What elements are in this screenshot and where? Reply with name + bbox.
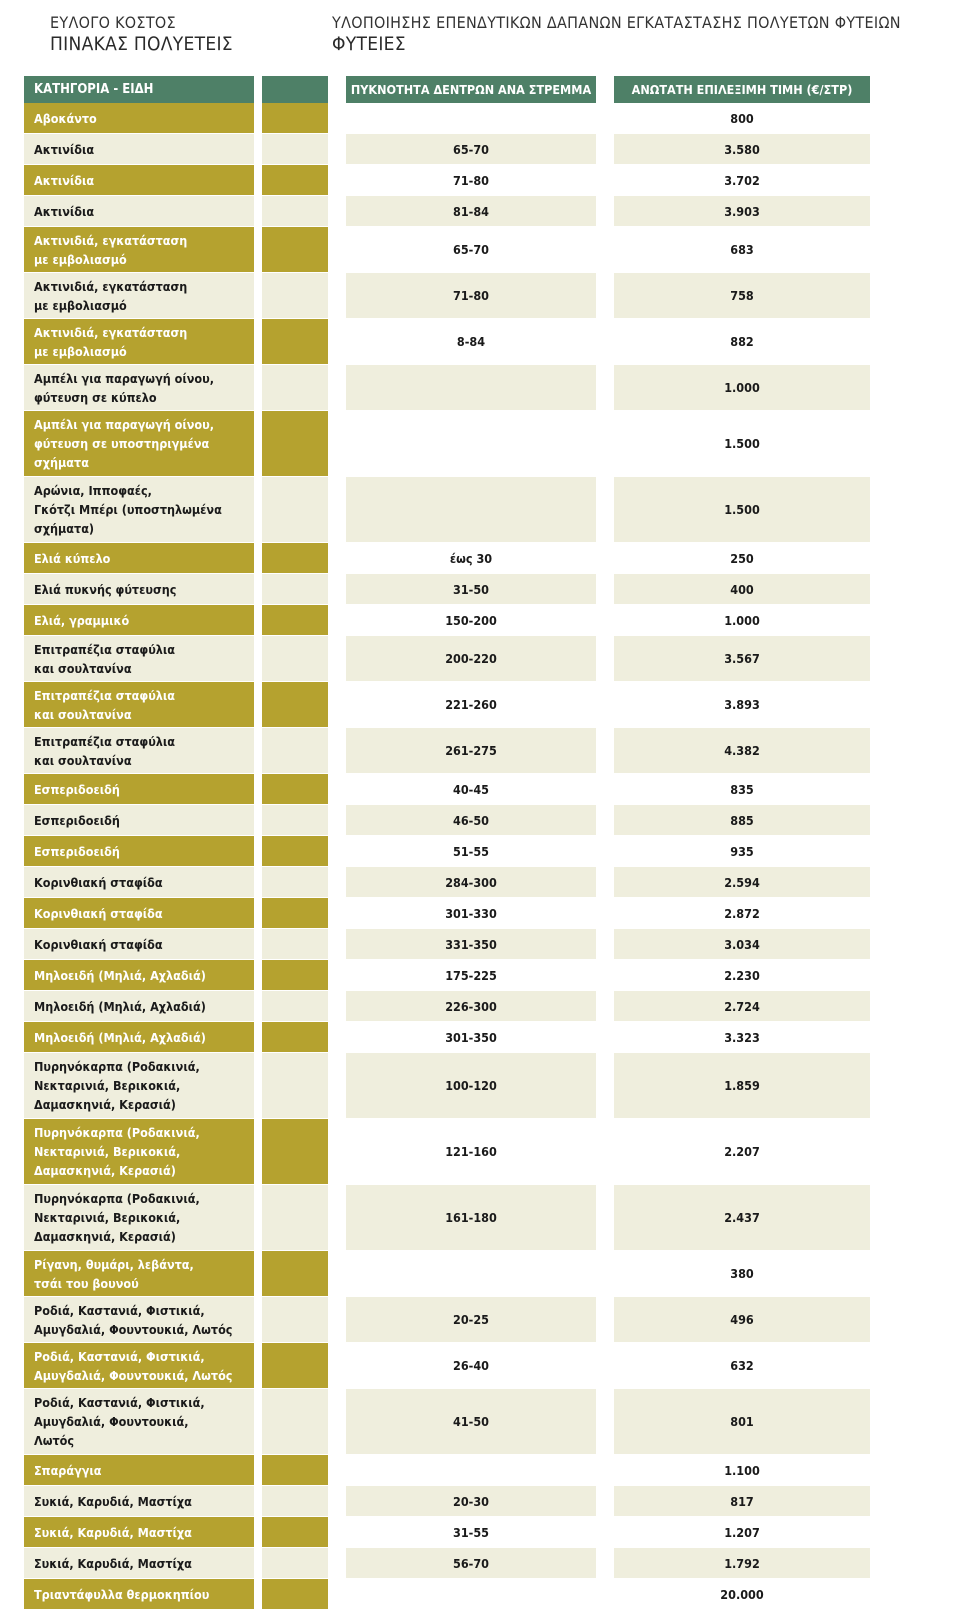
row-category-label: Εσπεριδοειδή: [34, 812, 120, 828]
row-category-label: Ακτινιδιά, εγκατάσταση με εμβολιασμό: [34, 232, 188, 267]
row-category: [24, 636, 254, 681]
table-row: [24, 273, 944, 318]
row-density: έως 30: [346, 543, 596, 573]
row-max-value: 2.207: [614, 1119, 870, 1184]
column-header-density: ΠΥΚΝΟΤΗΤΑ ΔΕΝΤΡΩΝ ΑΝΑ ΣΤΡΕΜΜΑ: [346, 76, 596, 103]
row-category-label: Επιτραπέζια σταφύλια και σουλτανίνα: [34, 687, 176, 722]
cost-table: [24, 76, 944, 1610]
row-spacer-cell: [262, 1343, 328, 1388]
row-category: [24, 1548, 254, 1578]
table-row: [24, 1517, 944, 1547]
row-spacer-cell: [262, 227, 328, 272]
row-density: 20-25: [346, 1297, 596, 1342]
row-max-value: 4.382: [614, 728, 870, 773]
table-row: [24, 574, 944, 604]
row-spacer-cell: [262, 543, 328, 573]
row-spacer-cell: [262, 867, 328, 897]
row-max-value: 2.437: [614, 1185, 870, 1250]
row-category-label: Ελιά πυκνής φύτευσης: [34, 581, 177, 597]
row-density: [346, 1579, 596, 1609]
row-density: 71-80: [346, 165, 596, 195]
row-density: 8-84: [346, 319, 596, 364]
row-category: [24, 1517, 254, 1547]
row-max-value: 632: [614, 1343, 870, 1388]
table-row: [24, 103, 944, 133]
header-right: [332, 14, 901, 55]
row-density: 46-50: [346, 805, 596, 835]
table-row: [24, 411, 944, 476]
table-row: [24, 929, 944, 959]
row-category: [24, 1579, 254, 1609]
row-category-label: Μηλοειδή (Μηλιά, Αχλαδιά): [34, 998, 206, 1014]
row-density: 20-30: [346, 1486, 596, 1516]
row-spacer-cell: [262, 1053, 328, 1118]
row-max-value: 380: [614, 1251, 870, 1296]
row-spacer-cell: [262, 1297, 328, 1342]
table-row: [24, 774, 944, 804]
row-spacer-cell: [262, 728, 328, 773]
row-category-label: Ακτινιδιά, εγκατάσταση με εμβολιασμό: [34, 324, 188, 359]
row-category: [24, 960, 254, 990]
row-category: [24, 1251, 254, 1296]
row-density: 65-70: [346, 134, 596, 164]
row-spacer-cell: [262, 991, 328, 1021]
row-category-label: Ροδιά, Καστανιά, Φιστικιά, Αμυγδαλιά, Φουντουκιά, Λωτός: [34, 1395, 205, 1448]
row-category: [24, 605, 254, 635]
row-category-label: Επιτραπέζια σταφύλια και σουλτανίνα: [34, 733, 176, 768]
row-density: 51-55: [346, 836, 596, 866]
row-category-label: Κορινθιακή σταφίδα: [34, 905, 163, 921]
row-category: [24, 365, 254, 410]
row-category: [24, 1022, 254, 1052]
row-category: [24, 805, 254, 835]
row-max-value: 683: [614, 227, 870, 272]
row-category: [24, 1297, 254, 1342]
row-density: 65-70: [346, 227, 596, 272]
row-density: 81-84: [346, 196, 596, 226]
row-max-value: 20.000: [614, 1579, 870, 1609]
row-density: 71-80: [346, 273, 596, 318]
row-spacer-cell: [262, 836, 328, 866]
row-category-label: Συκιά, Καρυδιά, Μαστίχα: [34, 1493, 192, 1509]
row-category: [24, 411, 254, 476]
row-max-value: 1.207: [614, 1517, 870, 1547]
row-density: 261-275: [346, 728, 596, 773]
row-density: 284-300: [346, 867, 596, 897]
row-category-label: Εσπεριδοειδή: [34, 843, 120, 859]
row-category-label: Κορινθιακή σταφίδα: [34, 936, 163, 952]
row-category: [24, 1343, 254, 1388]
row-spacer-cell: [262, 1389, 328, 1454]
table-row: [24, 319, 944, 364]
table-row: [24, 1548, 944, 1578]
row-category: [24, 728, 254, 773]
row-spacer-cell: [262, 605, 328, 635]
table-row: [24, 1185, 944, 1250]
row-density: 301-330: [346, 898, 596, 928]
row-density: 221-260: [346, 682, 596, 727]
row-spacer-cell: [262, 411, 328, 476]
header-right-line2: ΦΥΤΕΙΕΣ: [332, 32, 406, 55]
row-category-label: Αμπέλι για παραγωγή οίνου, φύτευση σε κύπελο: [34, 370, 215, 405]
row-category-label: Ακτινίδια: [34, 141, 95, 157]
table-header-row: [24, 76, 944, 103]
row-category-label: Αβοκάντο: [34, 110, 97, 126]
row-density: 121-160: [346, 1119, 596, 1184]
row-spacer-cell: [262, 682, 328, 727]
row-category: [24, 273, 254, 318]
row-spacer-cell: [262, 960, 328, 990]
table-row: [24, 1119, 944, 1184]
row-max-value: 3.702: [614, 165, 870, 195]
row-category-label: Ακτινιδιά, εγκατάσταση με εμβολιασμό: [34, 278, 188, 313]
row-category-label: Πυρηνόκαρπα (Ροδακινιά, Νεκταρινιά, Βερικοκιά, Δαμασκηνιά, Κερασιά): [34, 1125, 200, 1178]
row-density: 40-45: [346, 774, 596, 804]
row-spacer-cell: [262, 574, 328, 604]
row-category-label: Ρίγανη, θυμάρι, λεβάντα, τσάι του βουνού: [34, 1256, 194, 1291]
row-density: 226-300: [346, 991, 596, 1021]
row-category-label: Ροδιά, Καστανιά, Φιστικιά, Αμυγδαλιά, Φουντουκιά, Λωτός: [34, 1348, 233, 1383]
row-category: [24, 836, 254, 866]
row-category: [24, 898, 254, 928]
row-category: [24, 867, 254, 897]
row-spacer-cell: [262, 1119, 328, 1184]
row-max-value: 2.594: [614, 867, 870, 897]
row-max-value: 800: [614, 103, 870, 133]
row-category: [24, 227, 254, 272]
row-spacer-cell: [262, 1455, 328, 1485]
table-row: [24, 1579, 944, 1609]
row-density: 175-225: [346, 960, 596, 990]
row-density: [346, 411, 596, 476]
row-density: [346, 1455, 596, 1485]
row-category-label: Ελιά, γραμμικό: [34, 612, 130, 628]
row-category: [24, 929, 254, 959]
row-max-value: 1.792: [614, 1548, 870, 1578]
table-body: [24, 103, 944, 1609]
row-max-value: 801: [614, 1389, 870, 1454]
column-header-max-value: ΑΝΩΤΑΤΗ ΕΠΙΛΕΞΙΜΗ ΤΙΜΗ (€/ΣΤΡ): [614, 76, 870, 103]
row-spacer-cell: [262, 774, 328, 804]
row-max-value: 1.500: [614, 411, 870, 476]
row-category-label: Κορινθιακή σταφίδα: [34, 874, 163, 890]
row-category-label: Αμπέλι για παραγωγή οίνου, φύτευση σε υποστηριγμένα σχήματα: [34, 417, 215, 470]
header-right-line1: ΥΛΟΠΟΙΗΣΗΣ ΕΠΕΝΔΥΤΙΚΩΝ ΔΑΠΑΝΩΝ ΕΓΚΑΤΑΣΤΑΣΗΣ ΠΟΛΥΕΤΩΝ ΦΥΤΕΙΩΝ: [332, 13, 901, 32]
row-spacer-cell: [262, 319, 328, 364]
row-density: 200-220: [346, 636, 596, 681]
table-row: [24, 605, 944, 635]
row-density: 301-350: [346, 1022, 596, 1052]
row-category: [24, 543, 254, 573]
row-category: [24, 196, 254, 226]
row-max-value: 496: [614, 1297, 870, 1342]
row-category: [24, 134, 254, 164]
table-row: [24, 1486, 944, 1516]
table-row: [24, 196, 944, 226]
row-density: 41-50: [346, 1389, 596, 1454]
row-spacer-cell: [262, 477, 328, 542]
row-category-label: Εσπεριδοειδή: [34, 781, 120, 797]
row-spacer-cell: [262, 165, 328, 195]
row-spacer-cell: [262, 929, 328, 959]
row-max-value: 3.903: [614, 196, 870, 226]
row-spacer-cell: [262, 1579, 328, 1609]
row-category: [24, 1486, 254, 1516]
row-max-value: 835: [614, 774, 870, 804]
row-category: [24, 682, 254, 727]
row-category: [24, 1455, 254, 1485]
row-spacer-cell: [262, 273, 328, 318]
header-left: [50, 14, 233, 55]
row-category: [24, 103, 254, 133]
table-row: [24, 805, 944, 835]
row-density: [346, 477, 596, 542]
table-row: [24, 991, 944, 1021]
row-max-value: 1.500: [614, 477, 870, 542]
row-category: [24, 319, 254, 364]
table-row: [24, 960, 944, 990]
table-row: [24, 1455, 944, 1485]
row-max-value: 3.323: [614, 1022, 870, 1052]
table-row: [24, 543, 944, 573]
row-category-label: Συκιά, Καρυδιά, Μαστίχα: [34, 1524, 192, 1540]
table-row: [24, 898, 944, 928]
row-category: [24, 477, 254, 542]
row-density: 26-40: [346, 1343, 596, 1388]
row-max-value: 2.230: [614, 960, 870, 990]
row-spacer-cell: [262, 1517, 328, 1547]
table-row: [24, 1389, 944, 1454]
row-density: 56-70: [346, 1548, 596, 1578]
table-row: [24, 1053, 944, 1118]
row-spacer-cell: [262, 365, 328, 410]
row-spacer-cell: [262, 636, 328, 681]
row-category-label: Αρώνια, Ιπποφαές, Γκότζι Μπέρι (υποστηλωμένα σχήματα): [34, 483, 222, 536]
table-row: [24, 728, 944, 773]
row-density: 161-180: [346, 1185, 596, 1250]
table-row: [24, 636, 944, 681]
row-max-value: 250: [614, 543, 870, 573]
row-max-value: 1.000: [614, 365, 870, 410]
row-category-label: Ακτινίδια: [34, 203, 95, 219]
row-category: [24, 1389, 254, 1454]
row-max-value: 882: [614, 319, 870, 364]
row-max-value: 1.859: [614, 1053, 870, 1118]
row-max-value: 935: [614, 836, 870, 866]
row-density: [346, 1251, 596, 1296]
row-spacer-cell: [262, 134, 328, 164]
table-row: [24, 836, 944, 866]
row-density: 100-120: [346, 1053, 596, 1118]
row-category-label: Συκιά, Καρυδιά, Μαστίχα: [34, 1555, 192, 1571]
table-row: [24, 134, 944, 164]
row-category: [24, 574, 254, 604]
row-category-label: Επιτραπέζια σταφύλια και σουλτανίνα: [34, 641, 176, 676]
row-max-value: 817: [614, 1486, 870, 1516]
row-spacer-cell: [262, 1486, 328, 1516]
row-category-label: Ροδιά, Καστανιά, Φιστικιά, Αμυγδαλιά, Φουντουκιά, Λωτός: [34, 1302, 233, 1337]
row-max-value: 3.567: [614, 636, 870, 681]
row-density: [346, 365, 596, 410]
table-row: [24, 365, 944, 410]
row-density: 331-350: [346, 929, 596, 959]
row-category: [24, 774, 254, 804]
table-row: [24, 867, 944, 897]
row-spacer-cell: [262, 103, 328, 133]
row-category-label: Πυρηνόκαρπα (Ροδακινιά, Νεκταρινιά, Βερικοκιά, Δαμασκηνιά, Κερασιά): [34, 1059, 200, 1112]
row-max-value: 400: [614, 574, 870, 604]
row-spacer-cell: [262, 1251, 328, 1296]
row-category-label: Τριαντάφυλλα θερμοκηπίου: [34, 1586, 210, 1602]
row-category-label: Ακτινίδια: [34, 172, 95, 188]
row-max-value: 3.893: [614, 682, 870, 727]
column-header-category: ΚΑΤΗΓΟΡΙΑ - ΕΙΔΗ: [24, 76, 254, 103]
row-max-value: 758: [614, 273, 870, 318]
table-row: [24, 1022, 944, 1052]
table-row: [24, 227, 944, 272]
row-density: 31-55: [346, 1517, 596, 1547]
row-max-value: 885: [614, 805, 870, 835]
table-row: [24, 1251, 944, 1296]
row-max-value: 1.000: [614, 605, 870, 635]
row-density: [346, 103, 596, 133]
table-row: [24, 165, 944, 195]
row-max-value: 1.100: [614, 1455, 870, 1485]
row-category: [24, 1053, 254, 1118]
table-row: [24, 1297, 944, 1342]
row-spacer-cell: [262, 1022, 328, 1052]
row-category-label: Μηλοειδή (Μηλιά, Αχλαδιά): [34, 967, 206, 983]
row-density: 31-50: [346, 574, 596, 604]
column-header-spacer: [262, 76, 328, 103]
table-row: [24, 682, 944, 727]
row-max-value: 2.872: [614, 898, 870, 928]
row-category-label: Μηλοειδή (Μηλιά, Αχλαδιά): [34, 1029, 206, 1045]
row-category: [24, 165, 254, 195]
row-max-value: 2.724: [614, 991, 870, 1021]
header-left-line2: ΠΙΝΑΚΑΣ ΠΟΛΥΕΤΕΙΣ: [50, 32, 233, 55]
row-spacer-cell: [262, 1185, 328, 1250]
row-category: [24, 1185, 254, 1250]
table-row: [24, 1343, 944, 1388]
row-category-label: Πυρηνόκαρπα (Ροδακινιά, Νεκταρινιά, Βερικοκιά, Δαμασκηνιά, Κερασιά): [34, 1191, 200, 1244]
row-spacer-cell: [262, 1548, 328, 1578]
row-spacer-cell: [262, 898, 328, 928]
row-category: [24, 991, 254, 1021]
row-spacer-cell: [262, 805, 328, 835]
row-category-label: Σπαράγγια: [34, 1462, 102, 1478]
row-category: [24, 1119, 254, 1184]
header-left-line1: ΕΥΛΟΓΟ ΚΟΣΤΟΣ: [50, 13, 176, 32]
table-row: [24, 477, 944, 542]
row-category-label: Ελιά κύπελο: [34, 550, 111, 566]
row-spacer-cell: [262, 196, 328, 226]
row-density: 150-200: [346, 605, 596, 635]
row-max-value: 3.580: [614, 134, 870, 164]
row-max-value: 3.034: [614, 929, 870, 959]
